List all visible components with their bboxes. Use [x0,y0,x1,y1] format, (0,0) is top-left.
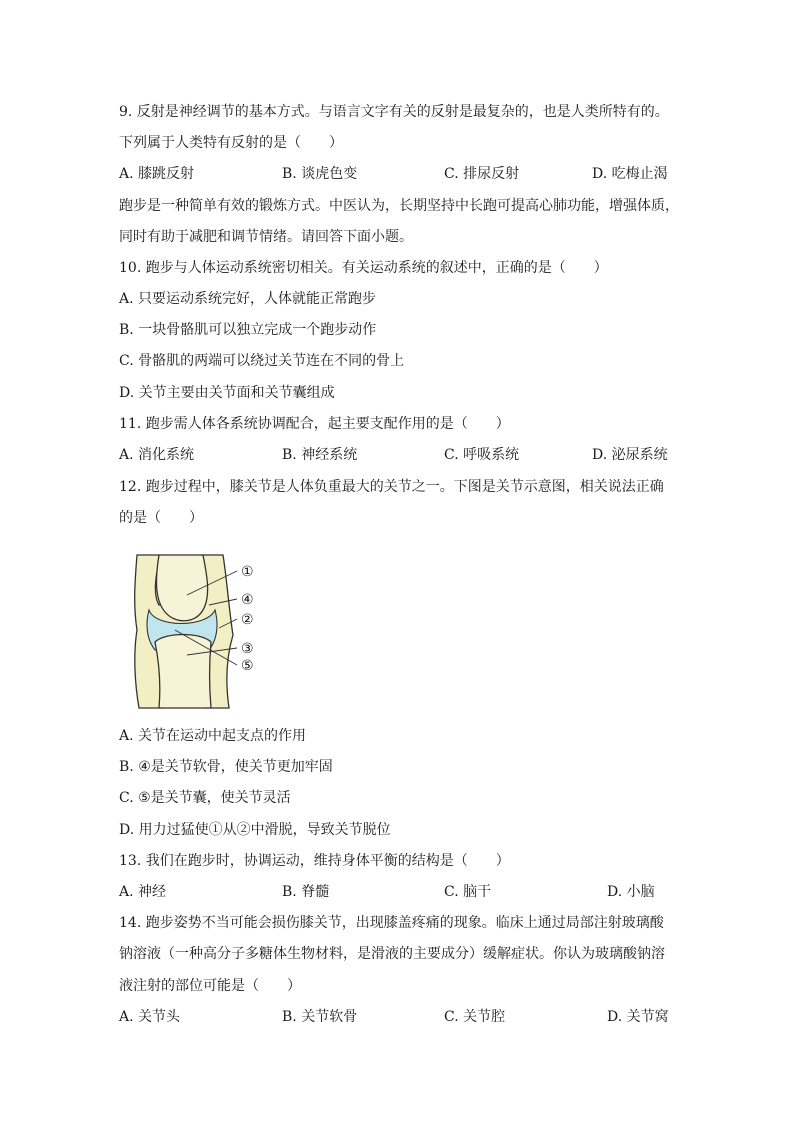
q11-option-c: C. 呼吸系统 [444,447,520,463]
q11-option-a: A. 消化系统 [119,447,195,463]
figure-label-2: ② [241,612,254,628]
q12-option-d: D. 用力过猛使①从②中滑脱，导致关节脱位 [119,822,391,838]
figure-label-1: ① [241,564,254,580]
q14-option-d: D. 关节窝 [607,1009,669,1025]
q9-option-c: C. 排尿反射 [444,166,520,182]
q12-option-b: B. ④是关节软骨，使关节更加牢固 [119,759,333,775]
passage-line1: 跑步是一种简单有效的锻炼方式。中医认为，长期坚持中长跑可提高心肺功能，增强体质， [119,198,679,214]
q14-stem-line3: 液注射的部位可能是（ ） [119,978,301,994]
q12-option-a: A. 关节在运动中起支点的作用 [119,728,307,744]
q14-option-c: C. 关节腔 [444,1009,506,1025]
figure-label-3: ③ [241,641,254,657]
q10-option-a: A. 只要运动系统完好，人体就能正常跑步 [119,291,377,307]
q13-option-d: D. 小脑 [607,884,655,900]
joint-illustration [125,550,275,710]
q9-stem-line1: 9. 反射是神经调节的基本方式。与语言文字有关的反射是最复杂的，也是人类所特有的。 [119,104,669,120]
q10-option-c: C. 骨骼肌的两端可以绕过关节连在不同的骨上 [119,353,405,369]
q13-option-a: A. 神经 [119,884,167,900]
q9-stem-line2: 下列属于人类特有反射的是（ ） [119,135,343,151]
q10-option-d: D. 关节主要由关节面和关节囊组成 [119,385,335,401]
q13-stem: 13. 我们在跑步时，协调运动，维持身体平衡的结构是（ ） [119,853,510,869]
figure-label-4: ④ [241,592,254,608]
figure-label-5: ⑤ [241,658,254,674]
q9-option-b: B. 谈虎色变 [282,166,358,182]
q14-option-b: B. 关节软骨 [282,1009,358,1025]
q10-stem: 10. 跑步与人体运动系统密切相关。有关运动系统的叙述中，正确的是（ ） [119,260,608,276]
q14-option-a: A. 关节头 [119,1009,181,1025]
q12-stem-line1: 12. 跑步过程中，膝关节是人体负重最大的关节之一。下图是关节示意图，相关说法正确 [119,479,664,495]
q12-stem-line2: 的是（ ） [119,510,203,526]
passage-line2: 同时有助于减肥和调节情绪。请回答下面小题。 [119,229,413,245]
joint-head-shape [157,555,208,621]
q9-option-d: D. 吃梅止渴 [592,166,668,182]
q14-stem-line2: 钠溶液（一种高分子多糖体生物材料，是滑液的主要成分）缓解症状。你认为玻璃酸钠溶 [119,946,665,962]
q11-stem: 11. 跑步需人体各系统协调配合，起主要支配作用的是（ ） [119,416,510,432]
q11-option-b: B. 神经系统 [282,447,358,463]
q13-option-c: C. 脑干 [444,884,492,900]
q11-option-d: D. 泌尿系统 [592,447,668,463]
q14-stem-line1: 14. 跑步姿势不当可能会损伤膝关节，出现膝盖疼痛的现象。临床上通过局部注射玻璃酸 [119,915,664,931]
q12-option-c: C. ⑤是关节囊，使关节灵活 [119,790,291,806]
q9-option-a: A. 膝跳反射 [119,166,195,182]
q13-option-b: B. 脊髓 [282,884,330,900]
q10-option-b: B. 一块骨骼肌可以独立完成一个跑步动作 [119,322,377,338]
knee-joint-diagram [125,550,275,710]
